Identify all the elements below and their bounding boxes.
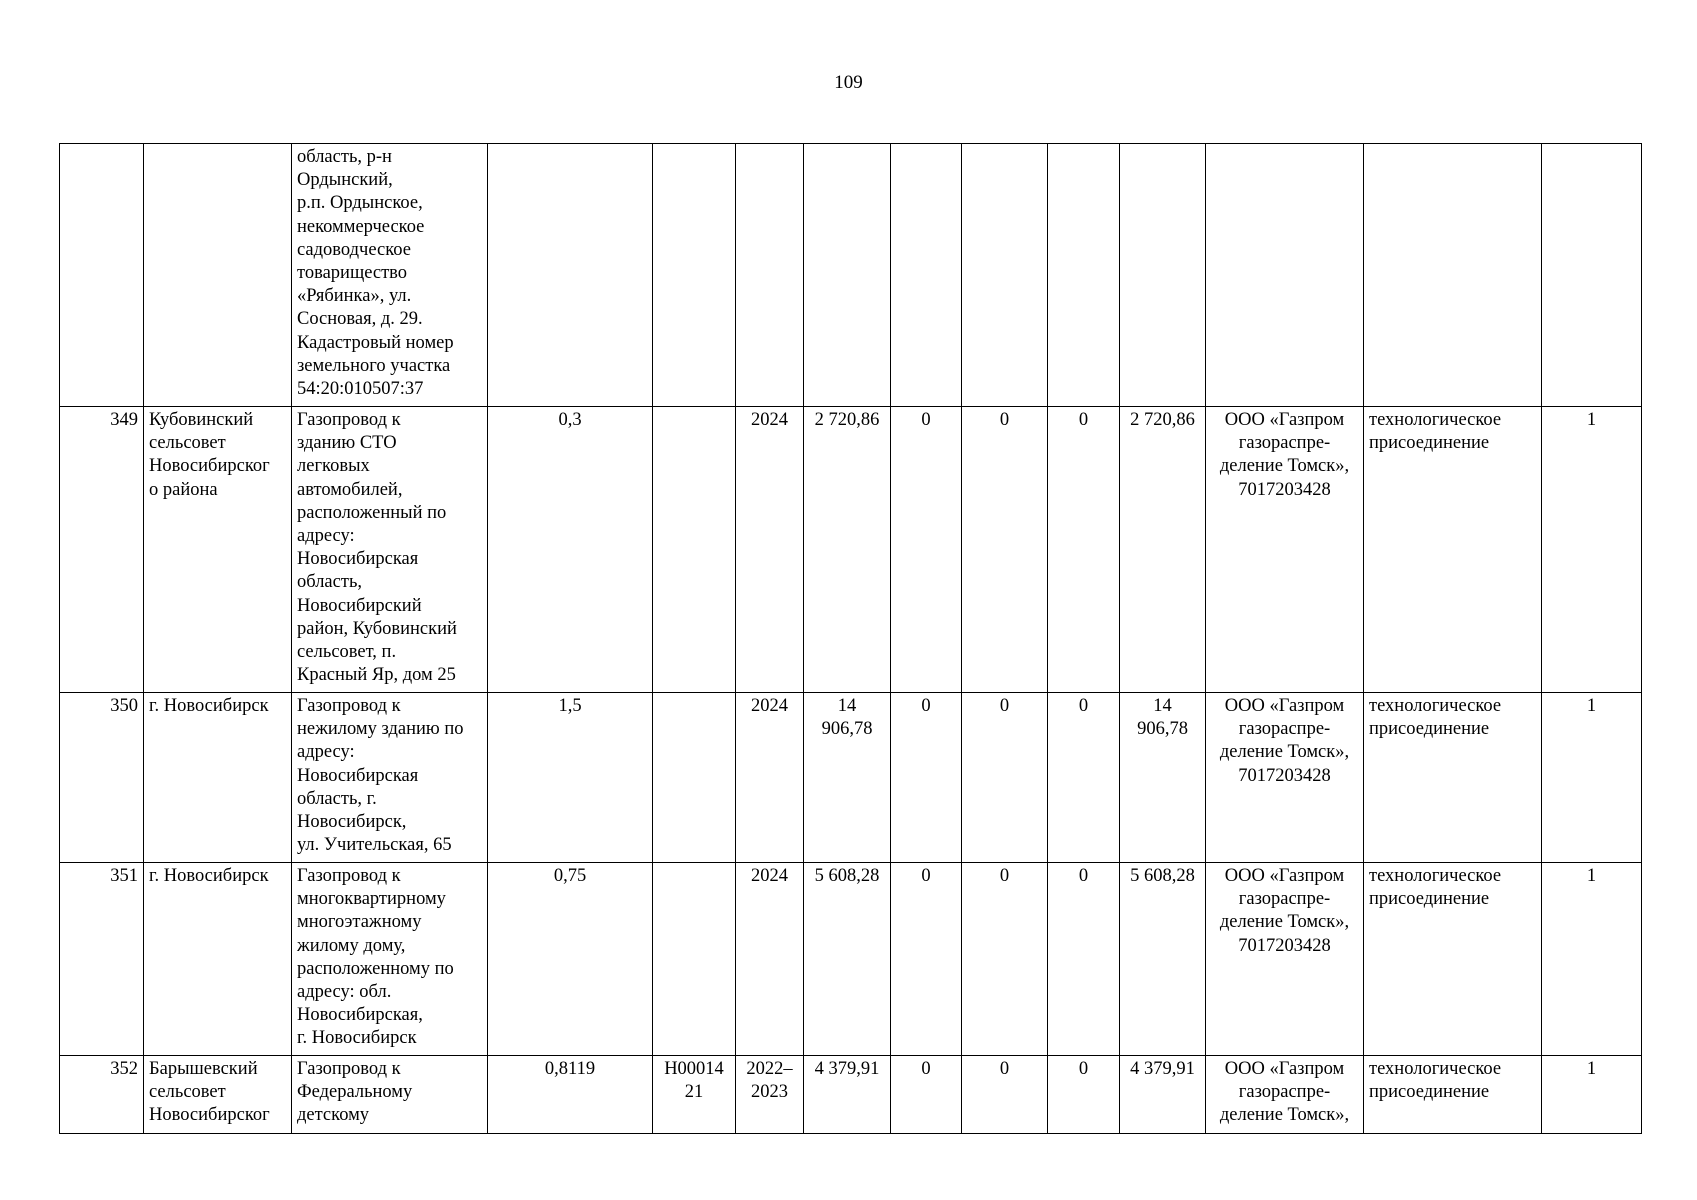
code-cell <box>653 144 736 407</box>
object-description-cell: Газопровод к нежилому зданию по адресу: Новосибирская область, г. Новосибирск, ул. Учительская, 65 <box>292 693 488 863</box>
organization-cell: ООО «Газпром газораспре- деление Томск», 7017203428 <box>1206 693 1364 863</box>
organization-cell <box>1206 144 1364 407</box>
row-number: 351 <box>60 863 144 1056</box>
code-cell <box>653 863 736 1056</box>
value-cell-1: 0 <box>891 407 962 693</box>
value-cell-4: 5 608,28 <box>1120 863 1206 1056</box>
value-cell-1: 0 <box>891 693 962 863</box>
years-cell: 2024 <box>736 863 804 1056</box>
row-number <box>60 144 144 407</box>
years-cell: 2022– 2023 <box>736 1056 804 1134</box>
count-cell: 1 <box>1542 1056 1642 1134</box>
value-cell-2 <box>962 144 1048 407</box>
value-cell-3: 0 <box>1048 1056 1120 1134</box>
row-number: 349 <box>60 407 144 693</box>
count-cell: 1 <box>1542 407 1642 693</box>
value-cell-1: 0 <box>891 1056 962 1134</box>
basis-cell: технологическое присоединение <box>1364 863 1542 1056</box>
value-cell-2: 0 <box>962 407 1048 693</box>
row-number: 352 <box>60 1056 144 1134</box>
total-cost-cell: 4 379,91 <box>804 1056 891 1134</box>
table-row <box>60 863 1642 1056</box>
value-cell-2: 0 <box>962 693 1048 863</box>
total-cost-cell: 5 608,28 <box>804 863 891 1056</box>
code-cell <box>653 407 736 693</box>
value-cell-2: 0 <box>962 863 1048 1056</box>
municipality-cell: г. Новосибирск <box>144 863 292 1056</box>
page-number: 109 <box>834 72 863 93</box>
years-cell <box>736 144 804 407</box>
municipality-cell: г. Новосибирск <box>144 693 292 863</box>
row-number: 350 <box>60 693 144 863</box>
organization-cell: ООО «Газпром газораспре- деление Томск», 7017203428 <box>1206 407 1364 693</box>
code-cell <box>653 693 736 863</box>
length-cell: 1,5 <box>488 693 653 863</box>
total-cost-cell: 2 720,86 <box>804 407 891 693</box>
table-row <box>60 693 1642 863</box>
object-description-cell: Газопровод к Федеральному детскому <box>292 1056 488 1134</box>
municipality-cell: Кубовинский сельсовет Новосибирског о района <box>144 407 292 693</box>
length-cell: 0,75 <box>488 863 653 1056</box>
value-cell-2: 0 <box>962 1056 1048 1134</box>
count-cell: 1 <box>1542 863 1642 1056</box>
organization-cell: ООО «Газпром газораспре- деление Томск», <box>1206 1056 1364 1134</box>
length-cell: 0,3 <box>488 407 653 693</box>
municipality-cell <box>144 144 292 407</box>
years-cell: 2024 <box>736 407 804 693</box>
table-row <box>60 407 1642 693</box>
basis-cell: технологическое присоединение <box>1364 693 1542 863</box>
length-cell <box>488 144 653 407</box>
value-cell-3: 0 <box>1048 693 1120 863</box>
count-cell <box>1542 144 1642 407</box>
investment-program-table <box>59 143 1642 1134</box>
value-cell-3 <box>1048 144 1120 407</box>
value-cell-4: 14 906,78 <box>1120 693 1206 863</box>
table-row <box>60 1056 1642 1134</box>
value-cell-1: 0 <box>891 863 962 1056</box>
value-cell-4: 4 379,91 <box>1120 1056 1206 1134</box>
total-cost-cell <box>804 144 891 407</box>
basis-cell: технологическое присоединение <box>1364 407 1542 693</box>
object-description-cell: Газопровод к многоквартирному многоэтажному жилому дому, расположенному по адресу: обл. Новосибирская, г. Новосибирск <box>292 863 488 1056</box>
code-cell: Н00014 21 <box>653 1056 736 1134</box>
value-cell-4: 2 720,86 <box>1120 407 1206 693</box>
value-cell-3: 0 <box>1048 407 1120 693</box>
municipality-cell: Барышевский сельсовет Новосибирског <box>144 1056 292 1134</box>
object-description-cell: область, р-н Ордынский, р.п. Ордынское, некоммерческое садоводческое товарищество «Рябинка», ул. Сосновая, д. 29. Кадастровый номер земельного участка 54:20:010507:37 <box>292 144 488 407</box>
table-row <box>60 144 1642 407</box>
object-description-cell: Газопровод к зданию СТО легковых автомобилей, расположенный по адресу: Новосибирская область, Новосибирский район, Кубовинский сельсовет, п. Красный Яр, дом 25 <box>292 407 488 693</box>
total-cost-cell: 14 906,78 <box>804 693 891 863</box>
value-cell-4 <box>1120 144 1206 407</box>
basis-cell: технологическое присоединение <box>1364 1056 1542 1134</box>
length-cell: 0,8119 <box>488 1056 653 1134</box>
value-cell-1 <box>891 144 962 407</box>
count-cell: 1 <box>1542 693 1642 863</box>
value-cell-3: 0 <box>1048 863 1120 1056</box>
basis-cell <box>1364 144 1542 407</box>
organization-cell: ООО «Газпром газораспре- деление Томск», 7017203428 <box>1206 863 1364 1056</box>
years-cell: 2024 <box>736 693 804 863</box>
